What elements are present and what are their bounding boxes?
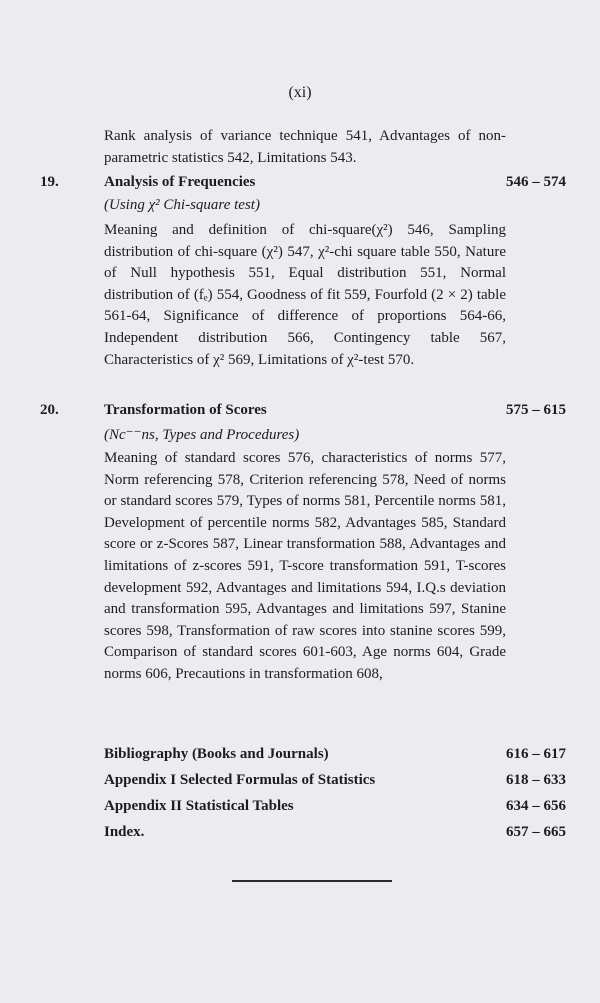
page-number: (xi) <box>288 84 312 101</box>
chapter-subtitle: (Using χ² Chi-square test) <box>104 197 260 213</box>
chapter-title: Transformation of Scores <box>104 402 267 418</box>
toc-title: Appendix I Selected Formulas of Statistics <box>104 772 376 788</box>
intro-paragraph: Rank analysis of variance technique 541, Advantages of non- parametric statistics 542, Limitations 543. <box>104 128 506 166</box>
toc-pages: 657 – 665 <box>506 824 566 840</box>
toc-row-appendix-1 <box>104 772 566 789</box>
toc-pages: 616 – 617 <box>506 746 566 762</box>
chapter-title: Analysis of Frequencies <box>104 174 256 190</box>
closing-rule <box>232 880 392 882</box>
toc-row-index <box>104 824 566 841</box>
chapter-description: Meaning of standard scores 576, characteristics of norms 577, Norm referencing 578, Criterion referencing 578, Need of norms or standard scores 579, Types of norms 581, Percentile norms 581, Development of percentile norms 582, Advantages 585, Standard score or z-Scores 587, Linear transformation 588, Advantages and limitations of z-scores 591, T-score transformation 591, T-scores development 592, Advantages and limitations 594, I.Q.s deviation and transformation 595, Advantages and limitations 597, Stanine scores 598, Transformation of raw scores into stanine scores 599, Comparison of standard scores 601-603, Age norms 604, Grade norms 606, Precautions in transformation 608, <box>104 450 506 682</box>
chapter-number: 20. <box>40 402 59 418</box>
toc-pages: 634 – 656 <box>506 798 566 814</box>
chapter-pages: 546 – 574 <box>506 174 566 190</box>
toc-title: Bibliography (Books and Journals) <box>104 746 329 762</box>
toc-title: Index. <box>104 824 145 840</box>
chapter-description: Meaning and definition of chi-square(χ²) 546, Sampling distribution of chi-square (χ²) 547, χ²-chi square table 550, Nature of Null hypothesis 551, Equal distribution 551, Normal distribution of (fₑ) 554, Goodness of fit 559, Fourfold (2 × 2) table 561-64, Significance of difference of proportions 564-66, Independent distribution 566, Contingency table 567, Characteristics of χ² 569, Limitations of χ²-test 570. <box>104 222 506 368</box>
chapter-number: 19. <box>40 174 59 190</box>
chapter-subtitle: (Nc⁻⁻ns, Types and Procedures) <box>104 427 300 443</box>
toc-row-appendix-2 <box>104 798 566 815</box>
toc-pages: 618 – 633 <box>506 772 566 788</box>
toc-row-bibliography <box>104 746 566 763</box>
toc-title: Appendix II Statistical Tables <box>104 798 294 814</box>
chapter-pages: 575 – 615 <box>506 402 566 418</box>
